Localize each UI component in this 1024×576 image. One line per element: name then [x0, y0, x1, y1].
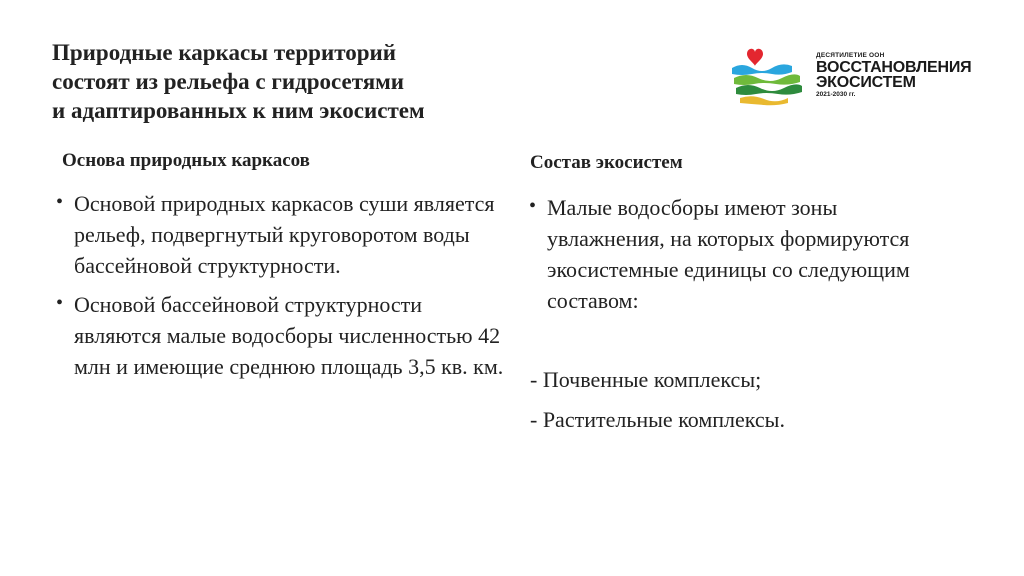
waves-heart-icon — [730, 44, 810, 110]
right-bullet-list — [529, 192, 959, 324]
left-bullet-list — [56, 188, 506, 390]
un-decade-logo — [730, 44, 1000, 110]
title-line: состоят из рельефа с гидросетями — [52, 69, 405, 94]
logo-text — [816, 52, 971, 99]
wave-yellow — [740, 96, 788, 105]
left-column-heading: Основа природных каркасов — [62, 150, 310, 171]
dash-item-vegetation: - Растительные комплексы. — [530, 407, 785, 432]
right-column-heading: Состав экосистем — [530, 152, 683, 173]
logo-line-years: 2021-2030 гг. — [816, 91, 856, 98]
wave-darkgreen — [736, 84, 802, 95]
wave-green — [734, 74, 800, 85]
logo-line-un: ДЕСЯТИЛЕТИЕ ООН — [816, 52, 885, 59]
heart-icon — [747, 49, 763, 66]
slide-title — [52, 38, 612, 125]
title-line: и адаптированных к ним экосистем — [52, 98, 425, 123]
title-line: Природные каркасы территорий — [52, 40, 397, 65]
list-item: • Основой природных каркасов суши является рельеф, подвергнутый круговоротом воды бассейновой структурности. — [56, 188, 506, 281]
logo-line-ecosystems: ЭКОСИСТЕМ — [816, 74, 916, 91]
list-item: • Основой бассейновой структурности являются малые водосборы численностью 42 млн и имеющие среднюю площадь 3,5 кв. км. — [56, 289, 506, 382]
dash-item-soil: - Почвенные комплексы; — [530, 367, 762, 392]
list-item: • Малые водосборы имеют зоны увлажнения, на которых формируются экосистемные единицы со следующим составом: — [529, 192, 959, 316]
wave-blue — [732, 64, 792, 75]
logo-line-restoration: ВОССТАНОВЛЕНИЯ — [816, 59, 972, 76]
